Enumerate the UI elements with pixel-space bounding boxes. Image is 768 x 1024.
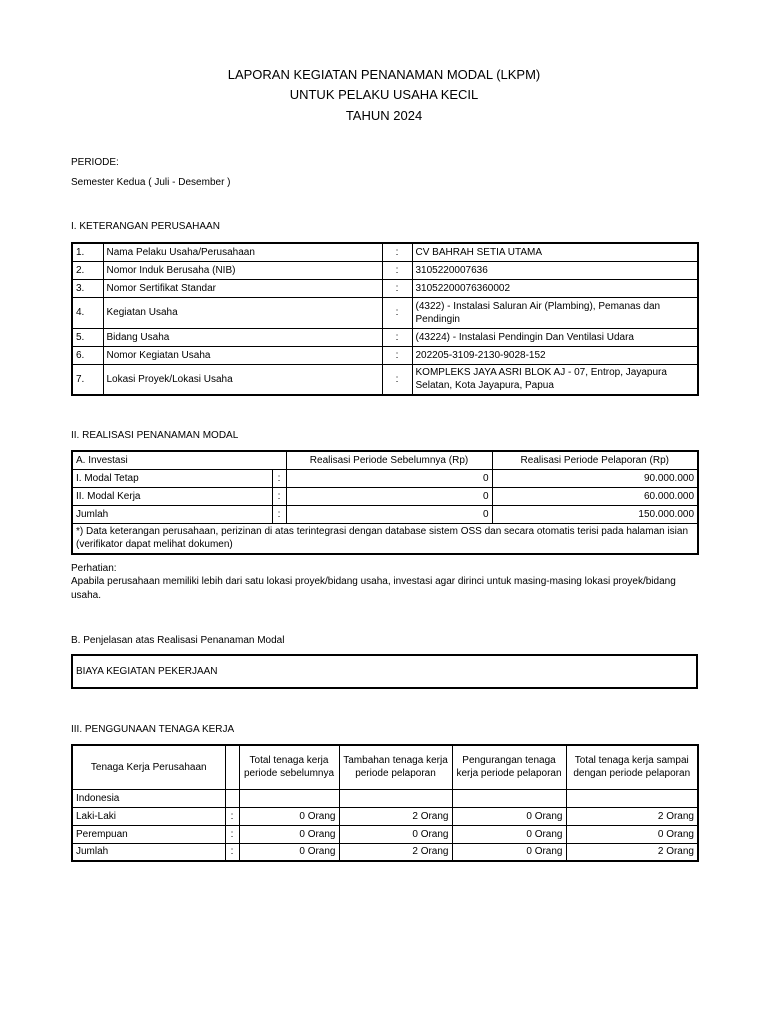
row-label: Kegiatan Usaha [103, 297, 382, 328]
row-separator: : [382, 364, 412, 395]
keterangan-perusahaan-table [71, 242, 699, 396]
row-number: 5. [72, 328, 103, 346]
curr-value: 150.000.000 [492, 505, 698, 523]
pengurangan-value: 0 Orang [452, 843, 566, 861]
tenaga-kerja-table [71, 744, 699, 862]
row-separator: : [382, 346, 412, 364]
table-group-row [72, 789, 698, 807]
curr-value: 60.000.000 [492, 487, 698, 505]
total-prev-header: Total tenaga kerja periode sebelumnya [239, 745, 339, 789]
table-row [72, 279, 698, 297]
pengurangan-value: 0 Orang [452, 807, 566, 825]
row-number: 7. [72, 364, 103, 395]
table-row [72, 364, 698, 395]
curr-value: 90.000.000 [492, 469, 698, 487]
table-row [72, 825, 698, 843]
table-row [72, 261, 698, 279]
report-year: TAHUN 2024 [345, 108, 423, 123]
row-value: 31052200076360002 [412, 279, 698, 297]
row-number: 2. [72, 261, 103, 279]
total-prev-value: 0 Orang [239, 825, 339, 843]
prev-value: 0 [286, 469, 492, 487]
section-keterangan-title: I. KETERANGAN PERUSAHAAN [71, 221, 220, 232]
row-separator: : [382, 261, 412, 279]
total-sampai-value: 0 Orang [566, 825, 698, 843]
table-row [72, 328, 698, 346]
row-label: Jumlah [72, 505, 272, 523]
row-separator: : [272, 487, 286, 505]
row-separator: : [382, 279, 412, 297]
pengurangan-header: Pengurangan tenaga kerja periode pelaporan [452, 745, 566, 789]
row-label: Lokasi Proyek/Lokasi Usaha [103, 364, 382, 395]
table-header-row [72, 745, 698, 789]
row-label: Nama Pelaku Usaha/Perusahaan [103, 243, 382, 261]
tambahan-value: 0 Orang [339, 825, 452, 843]
table-row [72, 469, 698, 487]
section-penjelasan-title: B. Penjelasan atas Realisasi Penanaman Modal [71, 635, 285, 646]
total-prev-value: 0 Orang [239, 843, 339, 861]
row-number: 4. [72, 297, 103, 328]
table-header-row [72, 451, 698, 469]
tambahan-value: 2 Orang [339, 807, 452, 825]
investasi-header: A. Investasi [72, 451, 286, 469]
row-value: CV BAHRAH SETIA UTAMA [412, 243, 698, 261]
row-number: 6. [72, 346, 103, 364]
realisasi-investasi-table [71, 450, 699, 555]
penjelasan-box: BIAYA KEGIATAN PEKERJAAN [71, 654, 698, 689]
row-separator: : [382, 328, 412, 346]
section-tenaga-kerja-title: III. PENGGUNAAN TENAGA KERJA [71, 724, 235, 735]
row-value: (43224) - Instalasi Pendingin Dan Ventilasi Udara [412, 328, 698, 346]
tambahan-header: Tambahan tenaga kerja periode pelaporan [339, 745, 452, 789]
row-label: Jumlah [72, 843, 225, 861]
table-row [72, 505, 698, 523]
total-sampai-value: 2 Orang [566, 843, 698, 861]
total-sampai-header: Total tenaga kerja sampai dengan periode pelaporan [566, 745, 698, 789]
table-row [72, 297, 698, 328]
perhatian-text: Apabila perusahaan memiliki lebih dari satu lokasi proyek/bidang usaha, investasi agar dirinci untuk masing-masing lokasi proyek/bidang usaha. [71, 576, 676, 601]
row-value: (4322) - Instalasi Saluran Air (Plambing), Pemanas dan Pendingin [412, 297, 698, 328]
perhatian-label: Perhatian: [71, 563, 117, 574]
table-row [72, 487, 698, 505]
row-label: Nomor Kegiatan Usaha [103, 346, 382, 364]
row-separator: : [272, 505, 286, 523]
row-value: 202205-3109-2130-9028-152 [412, 346, 698, 364]
row-separator: : [225, 807, 239, 825]
prev-value: 0 [286, 487, 492, 505]
table-row [72, 807, 698, 825]
row-value: 3105220007636 [412, 261, 698, 279]
table-note-row [72, 523, 698, 554]
report-title: LAPORAN KEGIATAN PENANAMAN MODAL (LKPM) [227, 67, 541, 82]
row-number: 1. [72, 243, 103, 261]
header-spacer [225, 745, 239, 789]
table-row [72, 843, 698, 861]
row-value: KOMPLEKS JAYA ASRI BLOK AJ - 07, Entrop, Jayapura Selatan, Kota Jayapura, Papua [412, 364, 698, 395]
prev-value: 0 [286, 505, 492, 523]
row-separator: : [382, 297, 412, 328]
table-row [72, 243, 698, 261]
group-label-indonesia: Indonesia [72, 789, 225, 807]
row-separator: : [225, 843, 239, 861]
row-label: I. Modal Tetap [72, 469, 272, 487]
periode-value: Semester Kedua ( Juli - Desember ) [71, 177, 231, 188]
table-row [72, 346, 698, 364]
tenaga-kerja-header: Tenaga Kerja Perusahaan [72, 745, 225, 789]
row-label: Perempuan [72, 825, 225, 843]
row-separator: : [272, 469, 286, 487]
row-separator: : [382, 243, 412, 261]
periode-label: PERIODE: [71, 157, 119, 168]
row-label: Bidang Usaha [103, 328, 382, 346]
report-subtitle: UNTUK PELAKU USAHA KECIL [289, 87, 479, 102]
section-realisasi-title: II. REALISASI PENANAMAN MODAL [71, 430, 239, 441]
row-label: Nomor Sertifikat Standar [103, 279, 382, 297]
row-separator: : [225, 825, 239, 843]
total-sampai-value: 2 Orang [566, 807, 698, 825]
oss-note: *) Data keterangan perusahaan, perizinan di atas terintegrasi dengan database sistem OSS dan secara otomatis terisi pada halaman isian (verifikator dapat melihat dokumen) [72, 523, 698, 554]
curr-period-header: Realisasi Periode Pelaporan (Rp) [492, 451, 698, 469]
total-prev-value: 0 Orang [239, 807, 339, 825]
row-number: 3. [72, 279, 103, 297]
row-label: II. Modal Kerja [72, 487, 272, 505]
tambahan-value: 2 Orang [339, 843, 452, 861]
prev-period-header: Realisasi Periode Sebelumnya (Rp) [286, 451, 492, 469]
row-label: Laki-Laki [72, 807, 225, 825]
pengurangan-value: 0 Orang [452, 825, 566, 843]
row-label: Nomor Induk Berusaha (NIB) [103, 261, 382, 279]
